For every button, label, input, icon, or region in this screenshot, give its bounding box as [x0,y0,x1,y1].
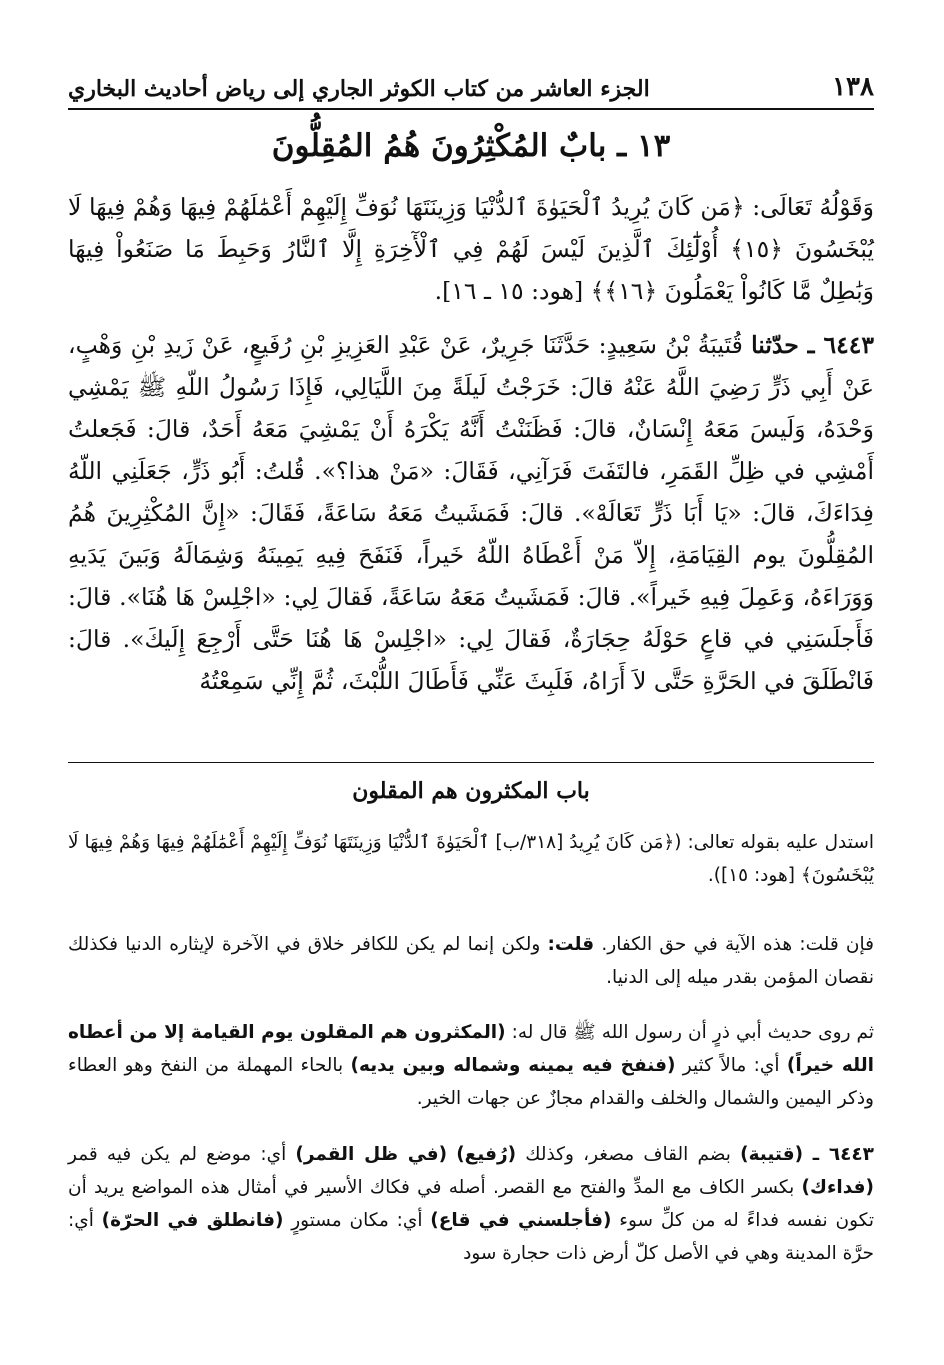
p4-text-d [447,1144,456,1165]
p4-text-b: بضم القاف مصغر، وكذلك [516,1144,741,1165]
commentary-paragraph-3 [68,1016,874,1115]
p4-text-l: أي: حرَّة المدينة وهي في الأصل كلّ أرض ذات حجارة سود [68,1210,874,1264]
p3-text-c: أي: مالاً كثير [675,1055,787,1076]
hadith-text: قُتَيبَةُ بْنُ سَعِيدٍ: حَدَّثَنَا جَرِيرٌ، عَنْ عَبْدِ العَزِيزِ بْنِ رُفَيعٍ، عَنْ زَيدِ بْنِ وَهْبٍ، عَنْ أَبِي ذَرٍّ رَضِيَ اللَّهُ عَنْهُ قالَ: خَرَجْتُ لَيلَةً مِنَ اللَّيَالِي، فَإِذَا رَسُولُ اللّهِ ﷺ يَمْشِي وَحْدَهُ، وَلَيسَ مَعَهُ إِنْسَانٌ، قالَ: فَظَنَنْتُ أَنَّهُ يَكْرَهُ أَنْ يَمْشِيَ مَعَهُ أَحَدٌ، قالَ: فَجَعلتُ أَمْشِي في ظِلِّ القَمَرِ، فالتَفَتَ فَرَآنِي، فَقَالَ: «مَنْ هذا؟». قُلتُ: أَبُو ذَرٍّ، جَعَلَنِي اللّهُ فِدَاءَكَ، قالَ: «يَا أَبَا ذَرٍّ تَعَالَهْ». قالَ: فَمَشَيتُ مَعَهُ سَاعَةً، فَقَالَ: «إِنَّ المُكْثِرِينَ هُمُ المُقِلُّونَ يوم القِيَامَةِ، إِلاّ مَنْ أَعْطَاهُ اللّهُ خَيراً، فَنَفَحَ فِيهِ يَمِينَهُ وَشِمَالَهُ وَبَينَ يَدَيهِ وَوَرَاءَهُ، وَعَمِلَ فِيهِ خَيراً». قالَ: فَمَشَيتُ مَعَهُ سَاعَةً، فَقالَ لِي: «اجْلِسْ هَا هُنَا». قالَ: فَأَجلَسَنِي في قاعٍ حَوْلَهُ حِجَارَةٌ، فَقالَ لِي: «اجْلِسْ هَا هُنَا حَتَّى أَرْجِعَ إِلَيكَ». قالَ: فَانْطَلَقَ في الحَرَّةِ حَتَّى لاَ أَرَاهُ، فَلَبِثَ عَنِّي فَأَطَالَ اللُّبْثَ، ثُمَّ إِنِّي سَمِعْتُهُ [68,331,874,695]
p4-bold-g: (فداءك) [801,1177,874,1198]
p3-text-a: ثم روى حديث أبي ذرٍ أن رسول الله ﷺ قال له: [505,1022,874,1043]
p2-text-a: فإن قلت: هذه الآية في حق الكفار. [594,934,874,955]
section-divider [68,762,874,763]
quran-verse-paragraph: وَقَوْلُهُ تَعَالَى: ﴿مَن كَانَ يُرِيدُ ٱلْحَيَوٰةَ ٱلدُّنْيَا وَزِينَتَهَا نُوَفِّ إِلَيْهِمْ أَعْمَٰلَهُمْ فِيهَا وَهُمْ فِيهَا لَا يُبْخَسُونَ ﴿١٥﴾ أُوْلَٰٓئِكَ ٱلَّذِينَ لَيْسَ لَهُمْ فِي ٱلْأٓخِرَةِ إِلَّا ٱلنَّارُ وَحَبِطَ مَا صَنَعُواْ فِيهَا وَبَٰطِلٌ مَّا كَانُواْ يَعْمَلُونَ ﴿١٦﴾﴾ [هود: ١٥ ـ ١٦]. [68,193,875,305]
commentary-paragraph-4 [68,1138,874,1270]
p4-text-j: أي: مكان مستورٍ [283,1210,431,1231]
running-title: الجزء العاشر من كتاب الكوثر الجاري إلى رياض أحاديث البخاري [68,76,650,102]
p4-bold-k: (فانطلق في الحرّة) [101,1210,284,1231]
p3-text-e: بالحاء المهملة من النفخ وهو العطاء وذكر اليمين والشمال والخلف والقدام مجازٌ عن جهات الخير. [68,1055,874,1109]
p3-bold-quote-1: (المكثرون هم المقلون يوم القيامة إلا من أعطاه الله خيراً) [68,1022,874,1076]
p4-bold-e: (في ظل القمر) [295,1144,448,1165]
commentary-title: باب المكثرون هم المقلون [352,778,590,804]
p4-bold-c: (رُفيع) [456,1144,517,1165]
commentary-paragraph-2 [68,928,874,994]
commentary-paragraph-1: استدل عليه بقوله تعالى: (﴿مَن كَانَ يُرِيدُ [٣١٨/ب] ٱلْحَيَوٰةَ ٱلدُّنْيَا وَزِينَتَهَا نُوَفِّ إِلَيْهِمْ أَعْمَٰلَهُمْ فِيهَا وَهُمْ فِيهَا لَا يُبْخَسُونَ﴾ [هود: ١٥]). [68,832,874,886]
p4-bold-a: (قتيبة) [740,1144,804,1165]
p4-text-h: بكسر الكاف مع المدِّ والفتح مع القصر. أصله في فكاك الأسير في أمثال هذه المواضع يريد أن تكون نفسه فداءً له من كلِّ سوء [68,1177,875,1231]
p4-number: ٦٤٤٣ ـ [803,1144,874,1165]
page-number: ١٣٨ [832,72,874,102]
chapter-title: ١٣ ـ بابٌ المُكْثِرُونَ هُمُ المُقِلُّونَ [271,128,671,164]
p4-bold-i: (فأجلسني في قاع) [430,1210,612,1231]
hadith-paragraph [68,324,874,702]
p2-bold-qult: قلت: [547,934,595,955]
p2-text-c: ولكن إنما لم يكن للكافر خلاق في الآخرة لإيثاره الدنيا فكذلك نقصان المؤمن بقدر ميله إلى الدنيا. [68,934,874,988]
page-header [68,70,874,110]
hadith-number: ٦٤٤٣ ـ حدّثنا [751,331,874,359]
p4-text-f: أي: موضع لم يكن فيه قمر [68,1144,296,1165]
p3-bold-quote-2: (فنفخ فيه يمينه وشماله وبين يديه) [350,1055,676,1076]
